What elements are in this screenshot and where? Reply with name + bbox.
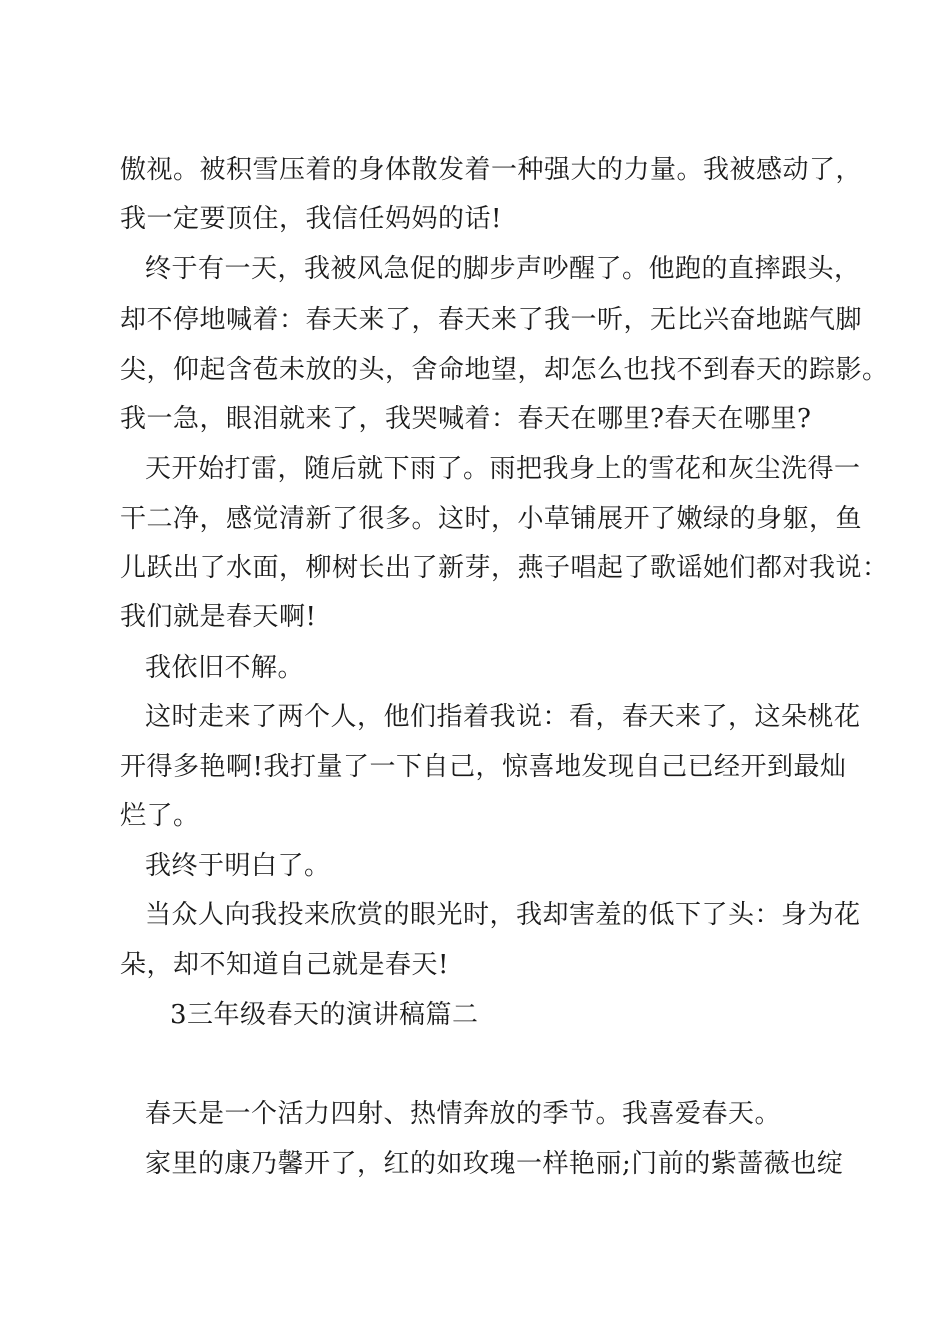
text-line-14: 烂了。 [120,801,200,831]
text-line-5: 尖，仰起含苞未放的头，舍命地望，却怎么也找不到春天的踪影。 [120,355,889,385]
text-line-9: 儿跃出了水面，柳树长出了新芽，燕子唱起了歌谣她们都对我说： [120,553,889,583]
text-line-10: 我们就是春天啊! [120,602,317,632]
text-line-1: 傲视。被积雪压着的身体散发着一种强大的力量。我被感动了， [120,155,863,185]
text-line-6: 我一急，眼泪就来了，我哭喊着：春天在哪里?春天在哪里? [120,404,812,434]
text-line-12: 这时走来了两个人，他们指着我说：看，春天来了，这朵桃花 [145,702,861,732]
text-line-17: 朵，却不知道自己就是春天! [120,950,449,980]
text-line-7: 天开始打雷，随后就下雨了。雨把我身上的雪花和灰尘洗得一 [145,454,861,484]
text-line-13: 开得多艳啊!我打量了一下自己，惊喜地发现自己已经开到最灿 [120,752,847,782]
text-line-16: 当众人向我投来欣赏的眼光时，我却害羞的低下了头：身为花 [145,900,861,930]
text-line-4: 却不停地喊着：春天来了，春天来了我一听，无比兴奋地踮气脚 [120,305,863,335]
text-line-11: 我依旧不解。 [145,653,305,683]
text-line-2: 我一定要顶住，我信任妈妈的话! [120,204,502,234]
text-line-19: 春天是一个活力四射、热情奔放的季节。我喜爱春天。 [145,1099,782,1129]
text-line-15: 我终于明白了。 [145,851,331,881]
text-line-8: 干二净，感觉清新了很多。这时，小草铺展开了嫩绿的身躯，鱼 [120,504,863,534]
text-line-3: 终于有一天，我被风急促的脚步声吵醒了。他跑的直摔跟头， [145,254,861,284]
section-heading: 3三年级春天的演讲稿篇二 [170,1000,479,1030]
text-line-20: 家里的康乃馨开了，红的如玫瑰一样艳丽;门前的紫蔷薇也绽 [145,1149,844,1179]
